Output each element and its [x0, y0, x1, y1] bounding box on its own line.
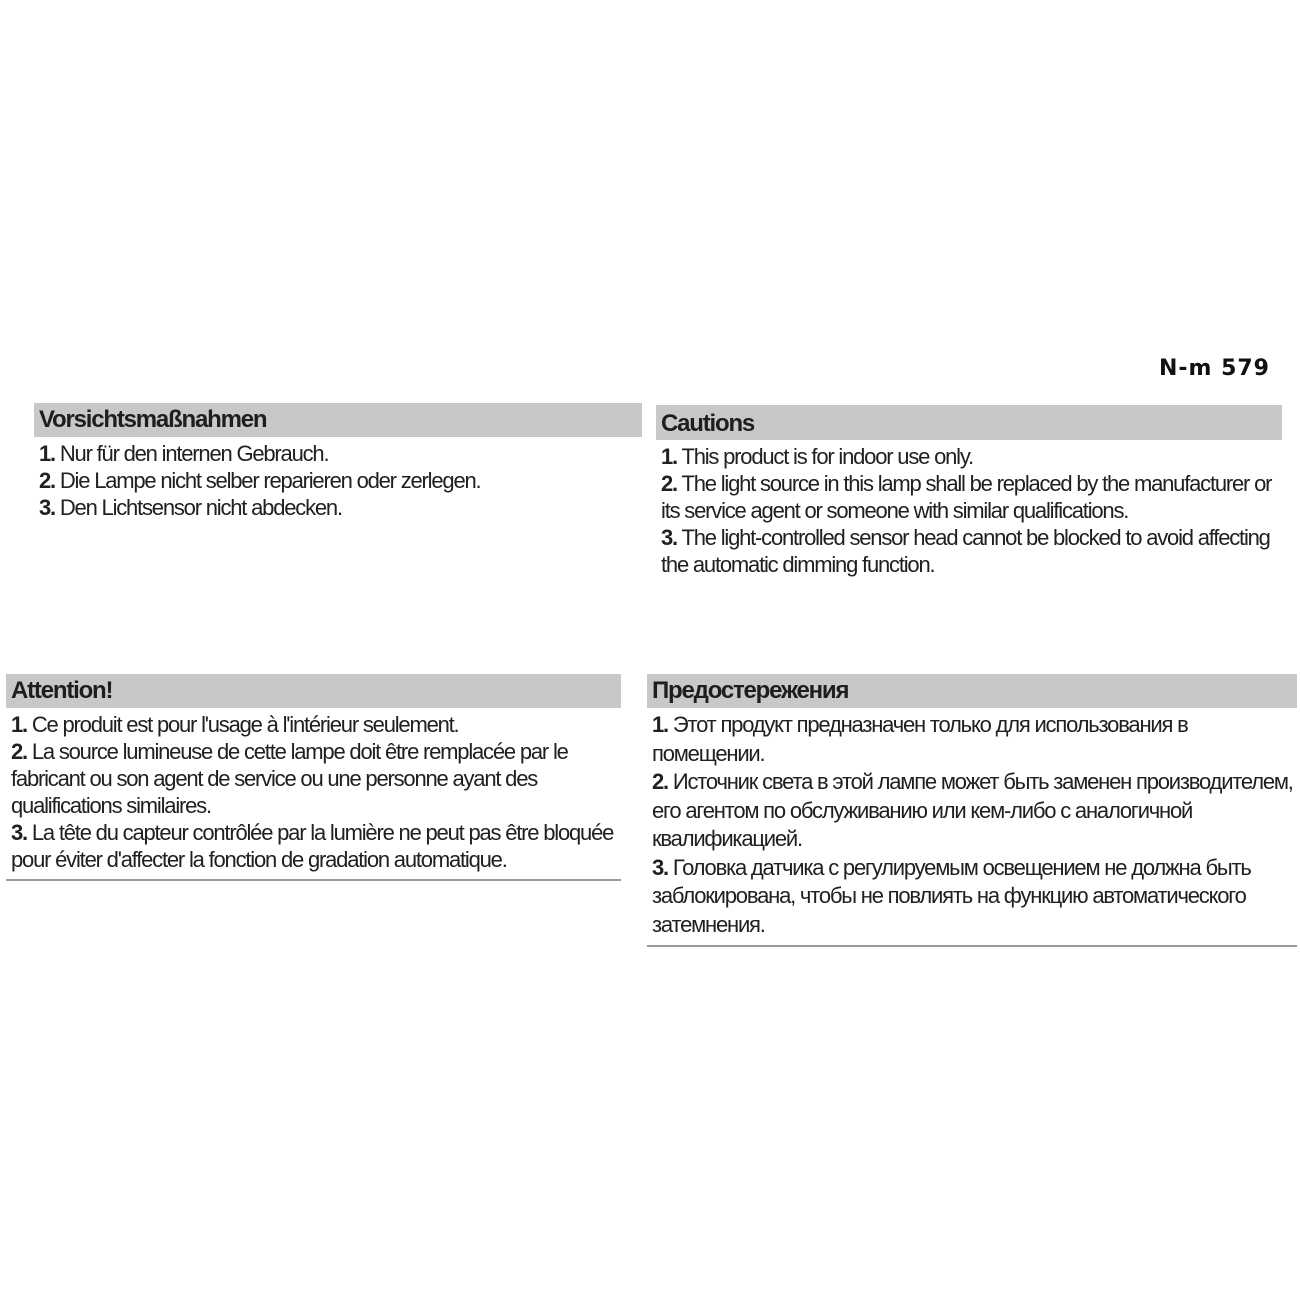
section-french-attention: [6, 674, 621, 881]
item-number: 1.: [39, 441, 55, 466]
item-number: 1.: [652, 712, 668, 737]
item-number: 2.: [11, 739, 27, 764]
item-number: 3.: [39, 495, 55, 520]
caution-item-3: [11, 819, 621, 873]
caution-item-2: [39, 467, 642, 494]
caution-item-2: [661, 470, 1282, 524]
caution-item-1: [39, 440, 642, 467]
section-body-russian: [647, 708, 1297, 947]
caution-item-2: [11, 738, 621, 819]
item-text: Источник света в этой лампе может быть заменен производителем, его агентом по обслуживанию или кем-либо с аналогичной квалификацией.: [652, 769, 1293, 851]
caution-item-3: [652, 854, 1297, 940]
item-text: Nur für den internen Gebrauch.: [54, 441, 329, 466]
item-number: 3.: [661, 525, 677, 550]
section-body-english: [656, 440, 1282, 578]
caution-item-1: [661, 443, 1282, 470]
item-number: 1.: [11, 712, 27, 737]
section-body-german: [34, 437, 642, 521]
item-number: 2.: [661, 471, 677, 496]
item-number: 3.: [652, 854, 668, 880]
section-title-german: Vorsichtsmaßnahmen: [34, 403, 642, 437]
section-russian-precautions: [647, 674, 1297, 947]
caution-item-2: [652, 768, 1297, 854]
caution-item-3: [661, 524, 1282, 578]
item-text: Die Lampe nicht selber reparieren oder zerlegen.: [54, 468, 481, 493]
section-english-cautions: [656, 405, 1282, 578]
caution-item-1: [11, 711, 621, 738]
section-title-french: Attention!: [6, 674, 621, 708]
section-title-russian: Предостережения: [647, 674, 1297, 708]
item-text: The light-controlled sensor head cannot be blocked to avoid affecting the automatic dimming function.: [661, 525, 1270, 577]
item-text: Den Lichtsensor nicht abdecken.: [54, 495, 342, 520]
item-number: 2.: [652, 769, 668, 794]
item-text: La source lumineuse de cette lampe doit être remplacée par le fabricant ou son agent de service ou une personne ayant des qualifications similaires.: [11, 739, 568, 818]
section-body-french: [6, 708, 621, 881]
item-number: 3.: [11, 820, 27, 845]
item-text: Этот продукт предназначен только для использования в помещении.: [652, 712, 1188, 766]
item-text: This product is for indoor use only.: [676, 444, 973, 469]
caution-item-1: [652, 711, 1297, 768]
item-number: 1.: [661, 444, 677, 469]
item-text: Ce produit est pour l'usage à l'intérieur seulement.: [26, 712, 459, 737]
item-text: Головка датчика с регулируемым освещением не должна быть заблокирована, чтобы не повлиять на функцию автоматического затемнения.: [652, 854, 1251, 937]
model-code: N-m 579: [1158, 356, 1270, 381]
section-german-precautions: [34, 403, 642, 521]
item-number: 2.: [39, 468, 55, 493]
section-title-english: Cautions: [656, 405, 1282, 440]
caution-item-3: [39, 494, 642, 521]
item-text: La tête du capteur contrôlée par la lumière ne peut pas être bloquée pour éviter d'affecter la fonction de gradation automatique.: [11, 820, 614, 872]
item-text: The light source in this lamp shall be replaced by the manufacturer or its service agent or someone with similar qualifications.: [661, 471, 1272, 523]
